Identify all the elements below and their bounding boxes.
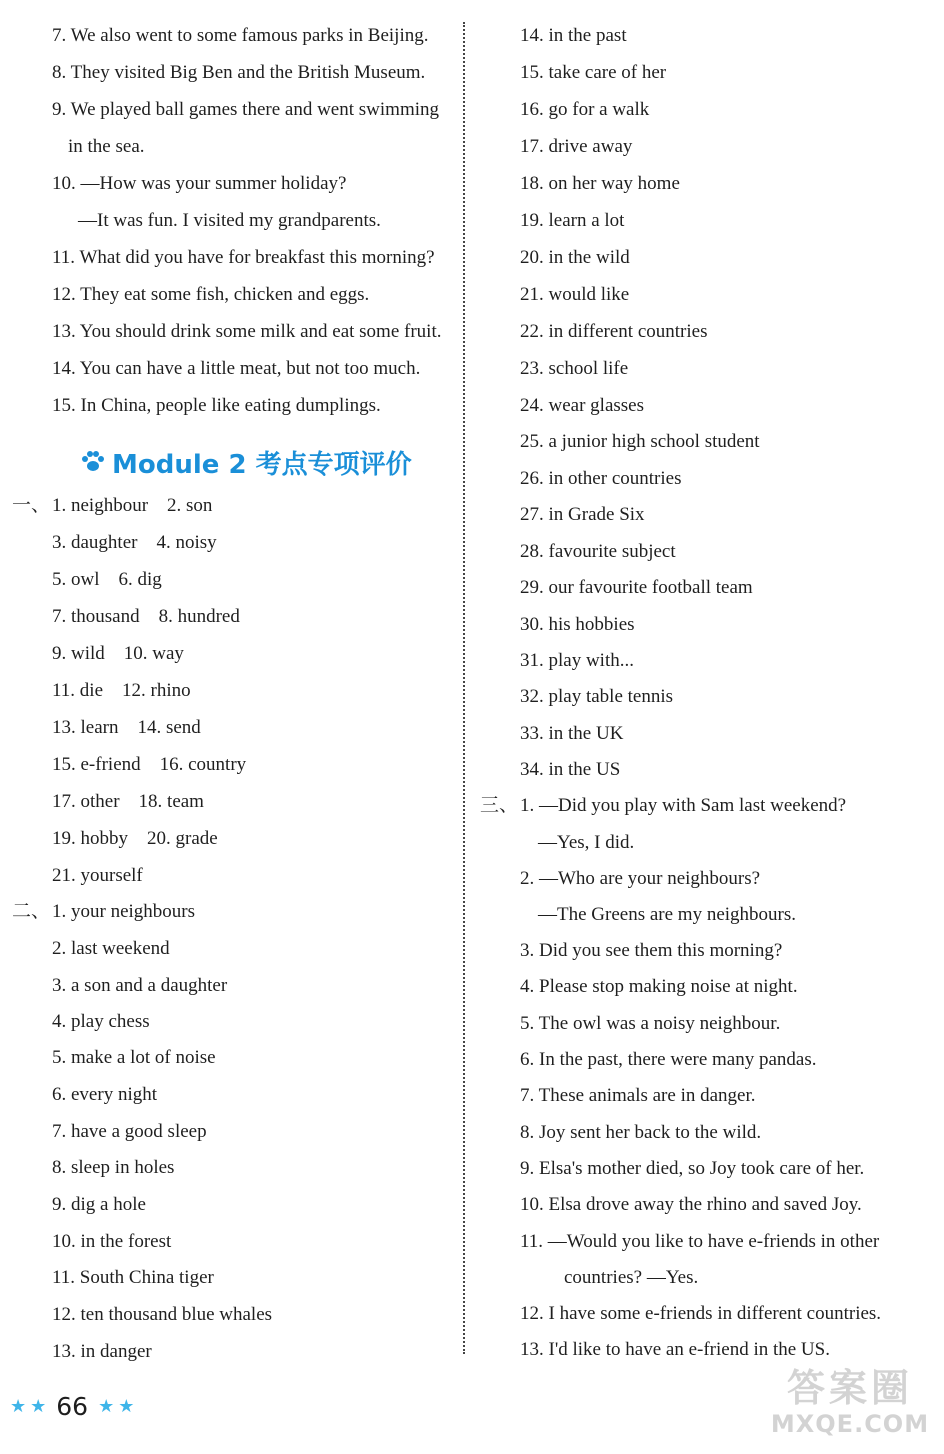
answer-line: 21. would like bbox=[520, 284, 630, 305]
answer-line: 14. in the past bbox=[520, 25, 627, 46]
answer-line: 15. take care of her bbox=[520, 62, 667, 83]
answer-line: 33. in the UK bbox=[520, 723, 624, 744]
section-heading bbox=[80, 445, 412, 479]
answer-line: 27. in Grade Six bbox=[520, 504, 645, 525]
answer-line: in the sea. bbox=[68, 136, 145, 157]
page-number: 66 bbox=[56, 1391, 89, 1421]
answer-line: 31. play with... bbox=[520, 650, 634, 671]
answer-line: 24. wear glasses bbox=[520, 395, 644, 416]
answer-line: 26. in other countries bbox=[520, 468, 682, 489]
answer-line: 13. learn 14. send bbox=[52, 717, 201, 738]
answer-line: 32. play table tennis bbox=[520, 686, 674, 707]
answer-line: countries? —Yes. bbox=[564, 1267, 699, 1288]
section-heading-text: Module 2 考点专项评价 bbox=[112, 449, 412, 480]
answer-line: 19. learn a lot bbox=[520, 210, 625, 231]
answer-line: 13. You should drink some milk and eat some fruit. bbox=[52, 321, 442, 342]
answer-line: 9. wild 10. way bbox=[52, 643, 184, 664]
answer-line: 10. Elsa drove away the rhino and saved Joy. bbox=[520, 1194, 862, 1215]
answer-line: 17. other 18. team bbox=[52, 791, 204, 812]
answer-line: 34. in the US bbox=[520, 759, 621, 780]
answer-line: 4. play chess bbox=[52, 1011, 150, 1032]
answer-line: 9. dig a hole bbox=[52, 1194, 146, 1215]
answer-line: 5. make a lot of noise bbox=[52, 1047, 216, 1068]
answer-line: 7. have a good sleep bbox=[52, 1121, 207, 1142]
answer-line: 3. a son and a daughter bbox=[52, 975, 228, 996]
answer-line: 11. South China tiger bbox=[52, 1267, 214, 1288]
answer-line: 1. your neighbours bbox=[52, 901, 196, 922]
answer-line: 7. These animals are in danger. bbox=[520, 1085, 756, 1106]
answer-line: 1. neighbour 2. son bbox=[52, 495, 213, 516]
answer-line: 29. our favourite football team bbox=[520, 577, 753, 598]
answer-line: 6. In the past, there were many pandas. bbox=[520, 1049, 817, 1070]
answer-line: 5. The owl was a noisy neighbour. bbox=[520, 1013, 781, 1034]
answer-line: 8. sleep in holes bbox=[52, 1157, 175, 1178]
answer-line: 13. I'd like to have an e-friend in the US. bbox=[520, 1339, 830, 1360]
part-marker: 一、 bbox=[12, 495, 51, 516]
watermark-top: 答案圈 bbox=[786, 1366, 913, 1410]
star-icon: ★ bbox=[30, 1395, 47, 1417]
page-footer bbox=[10, 1390, 134, 1422]
star-icon: ★ bbox=[10, 1395, 27, 1417]
answer-line: 22. in different countries bbox=[520, 321, 708, 342]
answer-line: 21. yourself bbox=[52, 865, 143, 886]
answer-line: —The Greens are my neighbours. bbox=[538, 904, 797, 925]
column-divider bbox=[463, 22, 465, 1354]
answer-line: 18. on her way home bbox=[520, 173, 680, 194]
answer-line: 23. school life bbox=[520, 358, 629, 379]
answer-line: 10. —How was your summer holiday? bbox=[52, 173, 347, 194]
answer-line: 2. last weekend bbox=[52, 938, 170, 959]
answer-line: 1. —Did you play with Sam last weekend? bbox=[520, 795, 847, 816]
answer-line: —Yes, I did. bbox=[538, 832, 635, 853]
answer-line: 25. a junior high school student bbox=[520, 431, 760, 452]
answer-line: 8. They visited Big Ben and the British Museum. bbox=[52, 62, 426, 83]
star-icon: ★ bbox=[118, 1395, 135, 1417]
answer-line: 17. drive away bbox=[520, 136, 633, 157]
answer-line: 12. ten thousand blue whales bbox=[52, 1304, 273, 1325]
answer-line: 6. every night bbox=[52, 1084, 158, 1105]
watermark-bottom: MXQE.COM bbox=[770, 1410, 930, 1438]
answer-line: 28. favourite subject bbox=[520, 541, 676, 562]
answer-line: 8. Joy sent her back to the wild. bbox=[520, 1122, 762, 1143]
answer-line: 7. thousand 8. hundred bbox=[52, 606, 240, 627]
answer-line: 3. Did you see them this morning? bbox=[520, 940, 783, 961]
answer-line: —It was fun. I visited my grandparents. bbox=[78, 210, 381, 231]
part-marker: 二、 bbox=[12, 901, 51, 922]
answer-line: 9. Elsa's mother died, so Joy took care of her. bbox=[520, 1158, 865, 1179]
answer-line: 12. I have some e-friends in different countries. bbox=[520, 1303, 882, 1324]
answer-line: 4. Please stop making noise at night. bbox=[520, 976, 798, 997]
answer-line: 11. die 12. rhino bbox=[52, 680, 191, 701]
answer-line: 14. You can have a little meat, but not too much. bbox=[52, 358, 421, 379]
answer-line: 5. owl 6. dig bbox=[52, 569, 162, 590]
answer-line: 30. his hobbies bbox=[520, 614, 635, 635]
star-icon: ★ bbox=[98, 1395, 115, 1417]
answer-line: 3. daughter 4. noisy bbox=[52, 532, 217, 553]
answer-line: 15. e-friend 16. country bbox=[52, 754, 247, 775]
answer-line: 10. in the forest bbox=[52, 1231, 172, 1252]
answer-line: 12. They eat some fish, chicken and eggs. bbox=[52, 284, 370, 305]
part-marker: 三、 bbox=[480, 795, 519, 816]
answer-line: 11. —Would you like to have e-friends in other bbox=[520, 1231, 880, 1252]
paw-icon bbox=[80, 449, 106, 475]
answer-line: 19. hobby 20. grade bbox=[52, 828, 218, 849]
answer-line: 7. We also went to some famous parks in Beijing. bbox=[52, 25, 429, 46]
watermark-logo bbox=[764, 1366, 936, 1446]
answer-line: 2. —Who are your neighbours? bbox=[520, 868, 761, 889]
answer-line: 11. What did you have for breakfast this morning? bbox=[52, 247, 435, 268]
answer-line: 15. In China, people like eating dumplings. bbox=[52, 395, 381, 416]
answer-line: 13. in danger bbox=[52, 1341, 152, 1362]
answer-line: 9. We played ball games there and went swimming bbox=[52, 99, 439, 120]
answer-line: 16. go for a walk bbox=[520, 99, 650, 120]
answer-line: 20. in the wild bbox=[520, 247, 630, 268]
